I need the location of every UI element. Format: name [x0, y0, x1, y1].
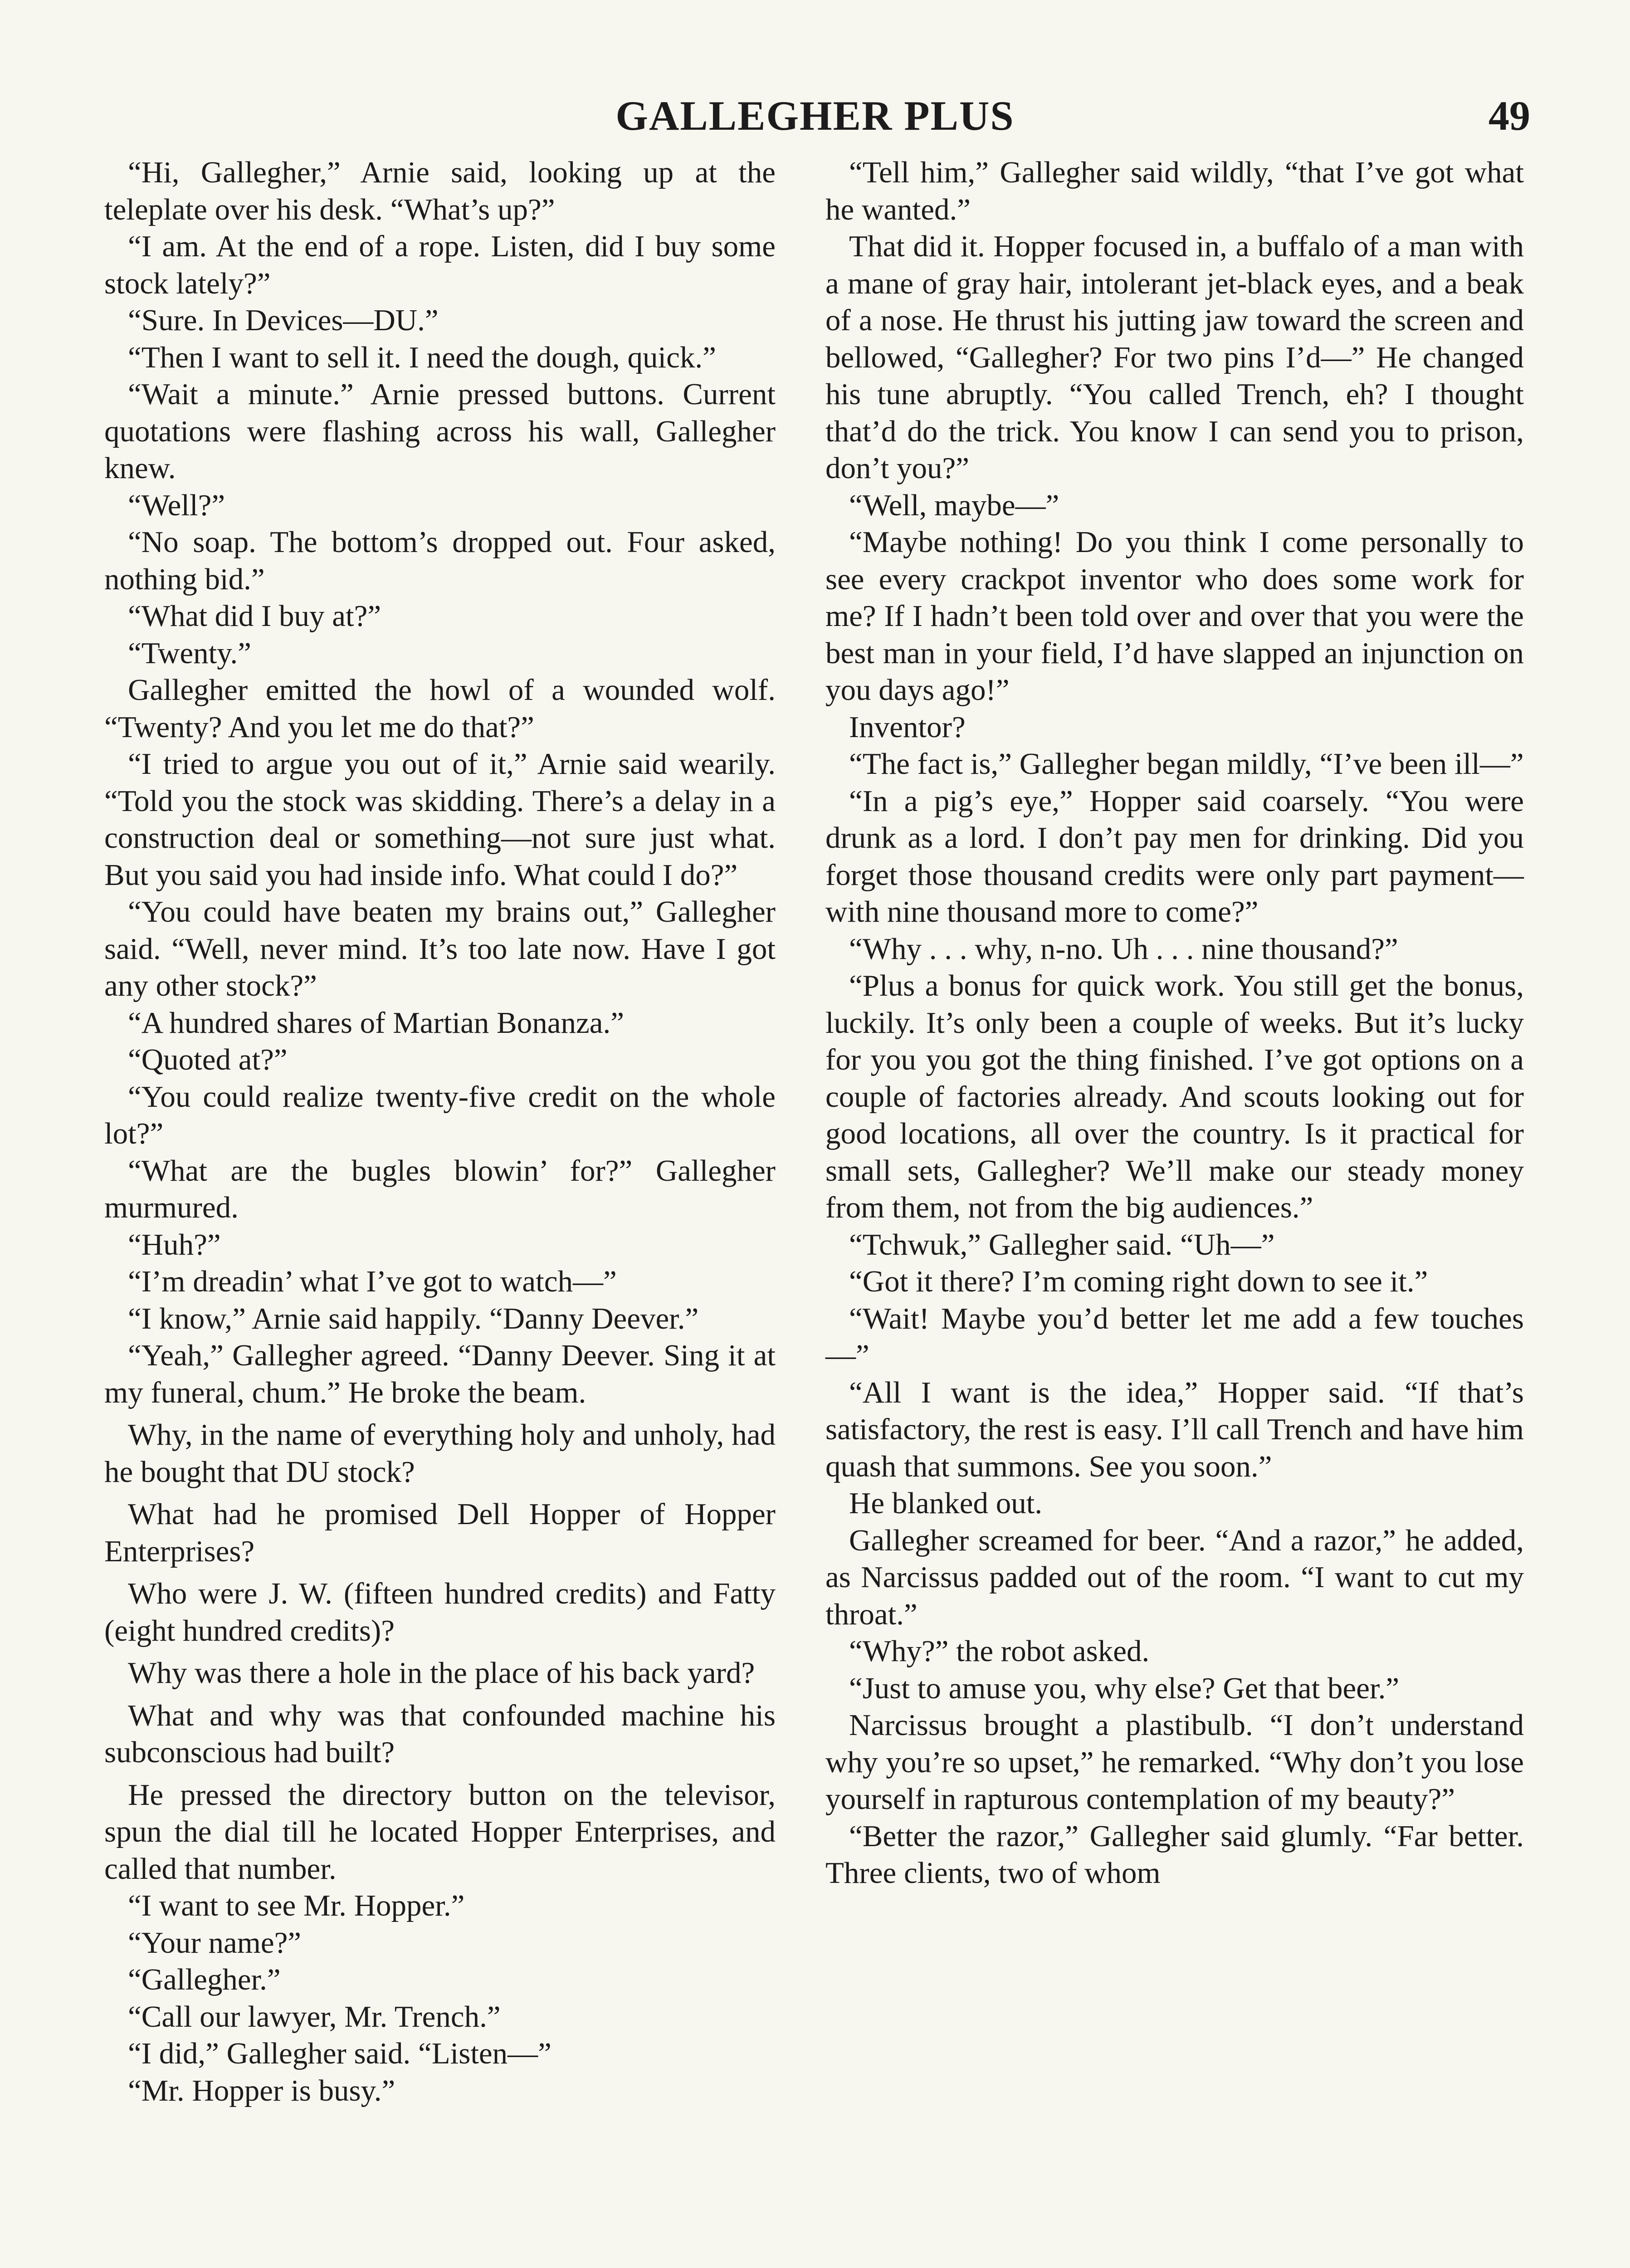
paragraph: “Sure. In Devices—DU.” — [128, 303, 439, 337]
paragraph: “Your name?” — [128, 1926, 302, 1960]
paragraph: Why was there a hole in the place of his back yard? — [128, 1656, 755, 1690]
paragraph: “Well?” — [128, 488, 225, 522]
page-header — [0, 91, 1630, 150]
paragraph: “You could have beaten my brains out,” Gallegher said. “Well, never mind. It’s too late now. Have I got any other stock?” — [104, 895, 776, 1002]
paragraph: “Wait a minute.” Arnie pressed buttons. Current quotations were flashing across his wall, Gallegher knew. — [104, 377, 776, 485]
paragraph: “Better the razor,” Gallegher said glumly. “Far better. Three clients, two of whom — [825, 1819, 1524, 1890]
right-column — [825, 154, 1524, 1892]
paragraph: “Why . . . why, n-no. Uh . . . nine thousand?” — [849, 932, 1398, 966]
page-number: 49 — [1488, 93, 1530, 139]
paragraph: “Well, maybe—” — [849, 488, 1059, 522]
paragraph: Gallegher screamed for beer. “And a razor,” he added, as Narcissus padded out of the room. “I want to cut my throat.” — [825, 1523, 1524, 1631]
paragraph: “A hundred shares of Martian Bonanza.” — [128, 1006, 624, 1040]
paragraph: “Plus a bonus for quick work. You still get the bonus, luckily. It’s only been a couple of weeks. But it’s lucky for you you got the thing finished. I’ve got options on a couple of factories already. And scouts looking out for good locations, all over the country. Is it practical for small sets, Gallegher? We’ll make our steady money from them, not from the big audiences.” — [825, 969, 1524, 1224]
paragraph: “Wait! Maybe you’d better let me add a few touches—” — [825, 1301, 1524, 1372]
paragraph: “Call our lawyer, Mr. Trench.” — [128, 1999, 501, 2033]
paragraph: “I’m dreadin’ what I’ve got to watch—” — [128, 1265, 617, 1298]
paragraph: Gallegher emitted the howl of a wounded wolf. “Twenty? And you let me do that?” — [104, 673, 776, 744]
paragraph: “Then I want to sell it. I need the dough, quick.” — [128, 340, 716, 374]
paragraph: “What did I buy at?” — [128, 599, 381, 633]
paragraph: What had he promised Dell Hopper of Hopper Enterprises? — [104, 1497, 776, 1568]
paragraph: “Tchwuk,” Gallegher said. “Uh—” — [849, 1227, 1275, 1261]
paragraph: “I am. At the end of a rope. Listen, did I buy some stock lately?” — [104, 230, 776, 300]
paragraph: “I tried to argue you out of it,” Arnie said wearily. “Told you the stock was skidding. There’s a delay in a construction deal or something—not sure just what. But you said you had inside info. What could I do?” — [104, 747, 776, 892]
paragraph: “No soap. The bottom’s dropped out. Four asked, nothing bid.” — [104, 525, 776, 596]
paragraph: “The fact is,” Gallegher began mildly, “I’ve been ill—” — [849, 747, 1524, 781]
paragraph: Why, in the name of everything holy and unholy, had he bought that DU stock? — [104, 1418, 776, 1489]
paragraph: “Got it there? I’m coming right down to see it.” — [849, 1265, 1428, 1298]
paragraph: What and why was that confounded machine his subconscious had built? — [104, 1698, 776, 1769]
paragraph: “All I want is the idea,” Hopper said. “If that’s satisfactory, the rest is easy. I’ll call Trench and have him quash that summons. See you soon.” — [825, 1375, 1524, 1483]
paragraph: He blanked out. — [849, 1486, 1043, 1520]
paragraph: “Quoted at?” — [128, 1043, 288, 1076]
paragraph: “You could realize twenty-five credit on the whole lot?” — [104, 1080, 776, 1150]
paragraph: “Hi, Gallegher,” Arnie said, looking up at the teleplate over his desk. “What’s up?” — [104, 156, 776, 226]
paragraph: “Why?” the robot asked. — [849, 1634, 1150, 1668]
paragraph: “I did,” Gallegher said. “Listen—” — [128, 2037, 551, 2070]
paragraph: “I know,” Arnie said happily. “Danny Deever.” — [128, 1301, 699, 1335]
paragraph: “In a pig’s eye,” Hopper said coarsely. “You were drunk as a lord. I don’t pay men for drinking. Did you forget those thousand credits were only part payment—with nine thousand more to come?” — [825, 784, 1524, 929]
running-title: GALLEGHER PLUS — [615, 93, 1015, 139]
paragraph: “Twenty.” — [128, 636, 251, 670]
paragraph: Who were J. W. (fifteen hundred credits) and Fatty (eight hundred credits)? — [104, 1577, 776, 1647]
paragraph: “Yeah,” Gallegher agreed. “Danny Deever. Sing it at my funeral, chum.” He broke the beam. — [104, 1339, 776, 1409]
paragraph: “Tell him,” Gallegher said wildly, “that I’ve got what he wanted.” — [825, 156, 1524, 226]
paragraph: “What are the bugles blowin’ for?” Gallegher murmured. — [104, 1154, 776, 1224]
paragraph: Inventor? — [849, 710, 966, 744]
paragraph: Narcissus brought a plastibulb. “I don’t understand why you’re so upset,” he remarked. “Why don’t you lose yourself in rapturous contemplation of my beauty?” — [825, 1708, 1524, 1816]
paragraph: “Just to amuse you, why else? Get that beer.” — [849, 1671, 1400, 1705]
paragraph: “Huh?” — [128, 1227, 221, 1261]
paragraph: He pressed the directory button on the televisor, spun the dial till he located Hopper Enterprises, and called that number. — [104, 1778, 776, 1886]
paragraph: “I want to see Mr. Hopper.” — [128, 1889, 465, 1922]
paragraph: “Mr. Hopper is busy.” — [128, 2073, 395, 2107]
paragraph: “Gallegher.” — [128, 1963, 281, 1996]
paragraph: That did it. Hopper focused in, a buffalo of a man with a mane of gray hair, intolerant jet-black eyes, and a beak of a nose. He thrust his jutting jaw toward the screen and bellowed, “Gallegher? For two pins I’d—” He changed his tune abruptly. “You called Trench, eh? I thought that’d do the trick. You know I can send you to prison, don’t you?” — [825, 230, 1524, 485]
left-column — [104, 154, 776, 2109]
paragraph: “Maybe nothing! Do you think I come personally to see every crackpot inventor who does some work for me? If I hadn’t been told over and over that you were the best man in your field, I’d have slapped an injunction on you days ago!” — [825, 525, 1524, 707]
